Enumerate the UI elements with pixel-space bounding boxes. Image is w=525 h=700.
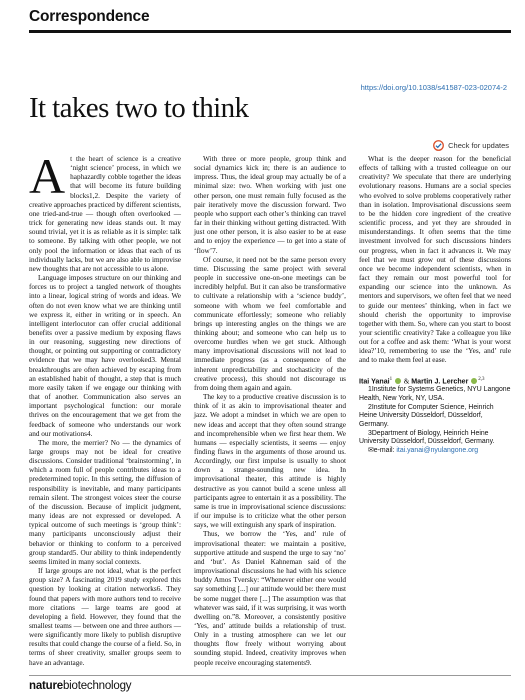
affiliation: 3Department of Biology, Heinrich Heine University Düsseldorf, Düsseldorf, Germany. — [359, 429, 495, 446]
paragraph: With three or more people, group think and social dynamics kick in; there is an audience to impress. Thus, the ideal group may actually be of a minimal size: two. When working with just one other person, one must remain fully focused as the pair iteratively move the discussion forward. Two people who support each other’s thinking can travel far in their thinking without getting distracted. With just one other person, it is also easier to be at ease and to enjoy the experience — to get into a state of ‘flow’7. — [194, 155, 346, 255]
author-list: Itai Yanai$^1$ & Martin J. Lercher $^{2,3}$ — [359, 376, 485, 385]
affiliation: 2Institute for Computer Science, Heinrich Heine University Düsseldorf, Düsseldorf, Germany. — [359, 403, 494, 428]
article-body — [29, 148, 511, 673]
paragraph: Thus, we borrow the ‘Yes, and’ rule of improvisational theater: we maintain a positive, supportive attitude and suspend the urge to say ‘no’ and ‘but’. As Daniel Kahneman said of the improvisational discussions he had with his science buddy Amos Tversky: “Whenever either one would say something [...] our attitude would be: there must be some nugget there [...] The assumption was that whatever was said, if it was surprising, it was worth dwelling on.”8. Moreover, a consistently positive ‘Yes, and’ attitude builds a relationship of trust. Only in a trusting atmosphere can we let our thoughts flow freely without worrying about sounding stupid. Indeed, creativity improves when people receive encouraging statements9. — [194, 530, 346, 667]
paragraph-text: t the heart of science is a creative ‘night science’ process, in which we haphazardly cobble together the ideas that will become its future building blocks1,2. Despite the variety of creative approaches practiced by different scientists, one tried-and-true — though often overlooked — trick for generating new ideas stands out. It may sound trivial, yet it is as reliable as it is simple: talk to someone. By talking with other people, we not only pool the information or ideas that each of us individually lacks, but we are also able to improvise new thoughts that are not accessible to us alone. — [29, 155, 181, 273]
author-name[interactable]: Martin J. Lercher — [411, 377, 469, 385]
author-sup: 1 — [389, 376, 393, 382]
paragraph: If large groups are not ideal, what is the perfect group size? A fascinating 2019 study explored this question by looking at citation networks6. They found that papers with more authors tend to receive more citations — large teams are good at developing a field. However, they found that the smallest teams — between one and three authors — were significantly more likely to publish disruptive results that could change the course of a field. So, in terms of sheer creativity, smaller groups seem to have an advantage. — [29, 567, 181, 667]
brand-bold: nature — [29, 680, 63, 692]
section-label: Correspondence — [29, 8, 150, 25]
update-badge-icon — [433, 140, 444, 151]
affiliation: 1Institute for Systems Genetics, NYU Langone Health, New York, NY, USA. — [359, 386, 511, 402]
check-for-updates-label: Check for updates — [448, 141, 509, 150]
article-title: It takes two to think — [29, 92, 249, 124]
journal-brand — [29, 680, 131, 692]
email-label: e-mail: — [373, 447, 395, 455]
paragraph: What is the deeper reason for the beneficial effects of talking with a trusted colleague on our creativity? We speculate that there are underlying evolutionary reasons. Humans are a social species who evolved to solve problems cooperatively rather than in isolation. Improvisational discussions seem to be the hidden core ingredient of the creative scientific process, and yet they are shrouded in misunderstandings. It often seems that the time investment involved for such discussions hinders our progress, when in fact it advances it. We may feel that we must grow out of these discussions once we become independent scientists, when in fact they remain our most powerful tool for expanding our science into the unknown. As mentors and supervisors, we often feel that we need to guide our mentees’ thinking, when in fact we should cherish the opportunity to improvise together with them. So, where can you start to boost your scientific creativity? Take a colleague you like out for a coffee and ask them: ‘What is your worst idea?’10, remembering to use the ‘Yes, and’ rule and to make them feel at ease. — [359, 155, 511, 365]
author-name[interactable]: Itai Yanai — [359, 377, 390, 385]
paragraph: Of course, it need not be the same person every time. Discussing the same project with several people in successive one-on-one meetings can be incredibly helpful. But it can also be transformative to cultivate a relationship with a ‘science buddy’, someone with whom we feel comfortable and communicate effortlessly; someone who reliably brings up interesting angles on the things we are thinking about; and someone who can help us to overcome hurdles when we get stuck. Although many improvisational discussions will not lead to immediate progress (as a consequence of the inherent unpredictability and stochasticity of the creative process), this should not discourage us from doing them again and again. — [194, 255, 346, 392]
dropcap: A — [29, 148, 66, 204]
author-sup: 2,3 — [478, 376, 485, 382]
email-line — [359, 447, 511, 456]
orcid-icon[interactable] — [395, 378, 401, 384]
email-icon: ✉ — [368, 447, 374, 455]
bottom-rule — [29, 675, 511, 676]
email-link[interactable]: itai.yanai@nyulangone.org — [396, 447, 479, 455]
paragraph — [29, 148, 181, 274]
brand-light: biotechnology — [62, 680, 132, 692]
paragraph: The key to a productive creative discussion is to think of it as akin to improvisational theater and jazz. We adopt a mindset in which we are open to new ideas and accept that they often sound strange and incomprehensible when we first hear them. We humans — especially scientists, it seems — enjoy finding flaws in the arguments of those around us. Accordingly, our first impulse is usually to shoot down a strange-sounding new idea. In improvisational theater, this attitude is highly destructive as you cannot build a scene unless all participants agree to entertain it as a possibility. The same is true in improvisational science discussions: if our impulse is to criticize what the other person says, we will extinguish any spark of inspiration. — [194, 393, 346, 530]
doi-link[interactable]: https://doi.org/10.1038/s41587-023-02074-2 — [360, 83, 507, 92]
check-for-updates-button[interactable] — [433, 140, 509, 151]
paragraph: The more, the merrier? No — the dynamics of large groups may not be ideal for creative discussions. Consider traditional ‘brainstorming’, in which a room full of people contributes ideas to a predetermined topic. In this setting, the diffusion of responsibility is inevitable, and many participants remain silent. The strongest voices steer the course of the discussion. Because of implicit judgment, many ideas are not expressed or developed. A typical outcome of such meetings is ‘group think’: many participants unconsciously adjust their behavior or thinking to conform to a perceived group standard5. Our ability to think independently seems limited in many social contexts. — [29, 438, 181, 566]
orcid-icon[interactable] — [471, 378, 477, 384]
paragraph: Language imposes structure on our thinking and forces us to project a tangled network of thoughts into a linear, logical string of words and ideas. We often do not even know what we are thinking until we express it, either in writing or in speech. An intelligent interlocutor can offer crucial additional benefits over a passive medium by exposing flaws in our reasoning, suggesting new directions of thought, or pointing out supporting or contradictory evidence that we may have overlooked3. Mental breakthroughs are often achieved by escaping from an established habit of thought, a step that is much more easily taken if we engage our thinking with that of another. Communication also serves an important psychological function: our morale thrives on the encouragement that we get from the feedback of someone who understands our work and our motivations4. — [29, 274, 181, 438]
top-rule — [29, 30, 511, 33]
